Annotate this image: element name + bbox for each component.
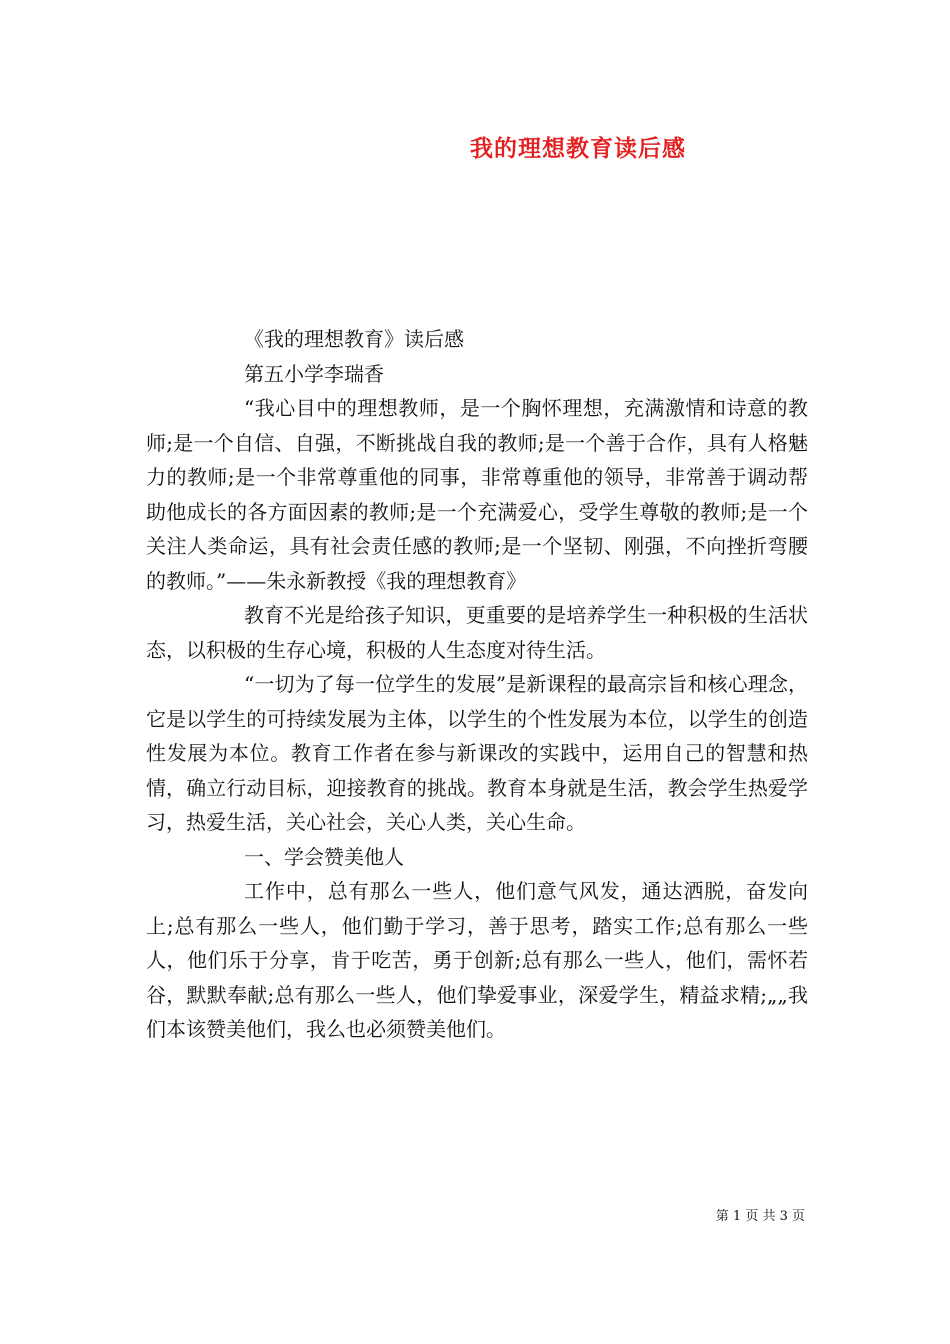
paragraph-book-title: 《我的理想教育》读后感 bbox=[244, 327, 464, 351]
paragraph-author: 第五小学李瑞香 bbox=[244, 361, 384, 386]
page-number: 第 1 页 共 3 页 bbox=[715, 1209, 805, 1224]
paragraph-quote: “我心目中的理想教师，是一个胸怀理想，充满激情和诗意的教师;是一个自信、自强，不断挑战自我的教师;是一个善于合作，具有人格魅力的教师;是一个非常尊重他的同事，非常尊重他的领导，非常善于调动帮助他成长的各方面因素的教师;是一个充满爱心，受学生尊敬的教师;是一个关注人类命运，具有社会责任感的教师;是一个坚韧、刚强，不向挫折弯腰的教师。”——朱永新教授《我的理想教育》 bbox=[146, 396, 808, 593]
paragraph-body: 工作中，总有那么一些人，他们意气风发，通达洒脱，奋发向上;总有那么一些人，他们勤于学习，善于思考，踏实工作;总有那么一些人，他们乐于分享，肯于吃苦，勇于创新;总有那么一些人，他们，需怀若谷，默默奉献;总有那么一些人，他们挚爱事业，深爱学生，精益求精;„„我们本该赞美他们，我么也必须赞美他们。 bbox=[146, 879, 808, 1041]
document-body bbox=[146, 322, 808, 1047]
section-heading: 一、学会赞美他人 bbox=[244, 844, 404, 869]
paragraph-body: “一切为了每一位学生的发展”是新课程的最高宗旨和核心理念，它是以学生的可持续发展为主体，以学生的个性发展为本位，以学生的创造性发展为本位。教育工作者在参与新课改的实践中，运用自己的智慧和热情，确立行动目标，迎接教育的挑战。教育本身就是生活，教会学生热爱学习，热爱生活，关心社会，关心人类，关心生命。 bbox=[146, 672, 808, 834]
paragraph-body: 教育不光是给孩子知识，更重要的是培养学生一种积极的生活状态，以积极的生存心境，积极的人生态度对待生活。 bbox=[146, 603, 808, 662]
document-title: 我的理想教育读后感 bbox=[470, 135, 686, 162]
